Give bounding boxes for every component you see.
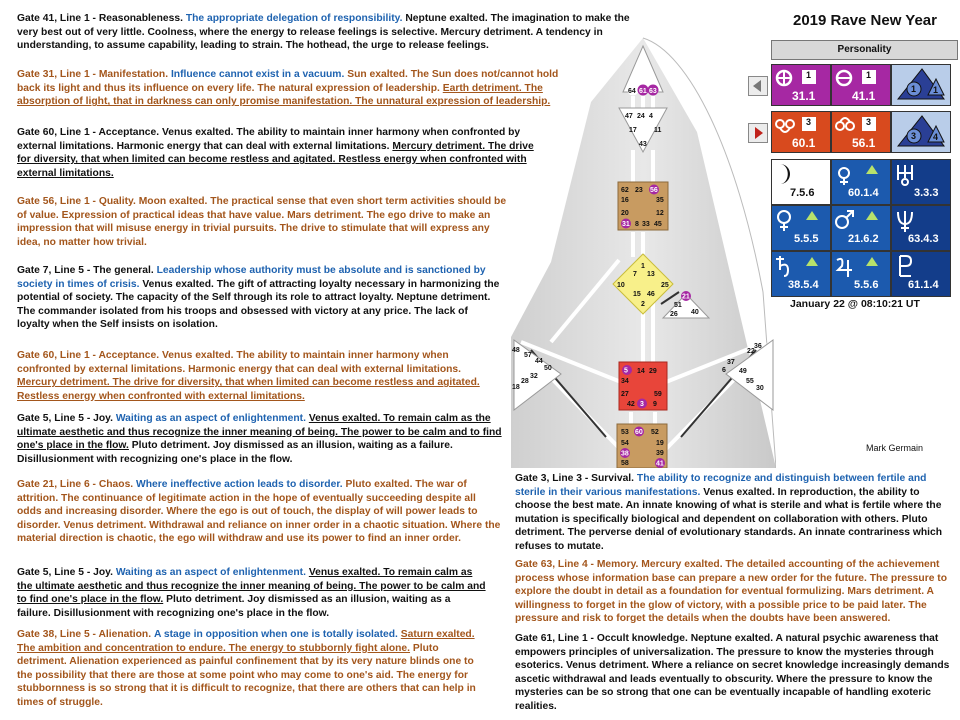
- gate-body: Venus exalted. In reproduction, the ability to choose the best mate. An innate knowing of what is sterile and what is fertile where the mutation is specifically biological and dependent on collaboration with others. Pluto detriment. The perverse denial of evolutionary standards. An innate contrariness which refuses to mutate.: [515, 486, 943, 552]
- neptune-tile: [891, 205, 951, 251]
- gate-heading: Gate 60, Line 1 - Acceptance.: [17, 127, 160, 138]
- pluto-tile: [891, 251, 951, 297]
- gate-heading: Gate 41, Line 1 - Reasonableness.: [17, 13, 183, 24]
- gate-34-label: 34: [621, 378, 629, 385]
- jupiter-tile: [831, 251, 891, 297]
- gate-body: Venus exalted. The ability to maintain inner harmony when confronted by external limitations. Harmonic energy that can deal with external limitations.: [17, 350, 462, 375]
- gate-50-label: 50: [544, 365, 552, 372]
- profile-tile-bottom: [891, 111, 951, 153]
- sun-tile: [771, 64, 831, 106]
- gate-body: Venus exalted. The gift of attracting loyalty necessary in harmonizing the potential of society. The capacity of the Self through its role to attract loyalty. Neptune detriment. The commander isolated from his troops and obsessed with victory at any price. The lack of loyalty when the Self insists on isolation.: [17, 278, 500, 331]
- gate-22-label: 22: [747, 348, 755, 355]
- neptune-gate-value: 63.4.3: [908, 233, 939, 245]
- gate-heading: Gate 31, Line 1 - Manifestation.: [17, 69, 169, 80]
- gate-64-label: 64: [628, 88, 636, 95]
- mercury-tile: [831, 159, 891, 205]
- gate-body: Mercury exalted. The detailed accounting of the achievement process whose information base can prepare a new order for the future. The pressure to explore the doubt in detail as a foundation for eventual formulizing. Mars detriment. A willingness to forget in the glow of victory, with a possible price to be paid later. The pressure and risk to forget the details when the doubts have been answered.: [515, 559, 948, 625]
- gate-3-block: [515, 472, 955, 554]
- gate-20-label: 20: [621, 210, 629, 217]
- jupiter-gate-value: 5.5.6: [854, 279, 879, 291]
- profile-number: 4: [933, 132, 939, 142]
- gate-19-label: 19: [656, 440, 664, 447]
- gate-31-block: [17, 68, 577, 109]
- gate-1-label: 1: [641, 263, 645, 270]
- north-node-gate-value: 60.1: [792, 136, 816, 150]
- saturn-gate-value: 38.5.4: [788, 279, 819, 291]
- gate-5-block-2: [17, 566, 487, 620]
- gate-body: Pluto detriment. Alienation experienced as painful confinement that by its very nature blinds one to the possibility that there are those at some point who may come to one's aid. The energy for stubbornness is so strong that it is difficult to recognize, that there are others that can help in times of struggle.: [17, 642, 476, 708]
- gate-35-label: 35: [656, 197, 664, 204]
- gate-44-label: 44: [535, 358, 543, 365]
- gate-body-exalted: Saturn exalted. The ambition and concentration to endure. The energy to stubbornly fight alone.: [17, 629, 475, 654]
- gate-38-block: [17, 628, 487, 710]
- gate-17-label: 17: [629, 127, 637, 134]
- arrow-right-icon: [749, 124, 767, 142]
- gate-body-detriment: Mercury detriment. The drive for diversity, that when limited can become restless and agitated. Restless energy when confronted with external limitations.: [17, 140, 534, 179]
- venus-tile: [771, 205, 831, 251]
- gate-heading: Gate 5, Line 5 - Joy.: [17, 567, 113, 578]
- gate-keynote: Influence cannot exist in a vacuum.: [170, 69, 345, 80]
- gate-10-label: 10: [617, 282, 625, 289]
- profile-number: 1: [933, 85, 939, 95]
- gate-5-block: [17, 412, 502, 466]
- prev-arrow-button[interactable]: [748, 76, 768, 96]
- gate-body: Moon exalted. The practical sense that even short term activities should be of value. Expression of practical ideas that have value. Mars detriment. The ego drive to make an impression that will misuse energy in trivial pursuits. The drive to stimulate that will express any idea, no matter how trivial.: [17, 196, 507, 248]
- mercury-gate-value: 60.1.4: [848, 187, 879, 199]
- line-badge: 1: [806, 70, 812, 80]
- gate-body: Neptune exalted. A natural psychic awareness that empowers principles of universalization. The pressure to know the mysteries through esoterics. Venus detriment. Where a reliance on secret knowledge increasingly demands ascetic withdrawal and leads eventually to obscurity. Where the pressure to know the mysteries can be so strong that one can be eventually incapable of handling exoteric realities.: [515, 633, 950, 712]
- gate-57-label: 57: [524, 352, 532, 359]
- profile-triangle-icon: [892, 65, 950, 105]
- gate-31-label: 31: [622, 221, 630, 228]
- gate-body: Pluto detriment. Joy dismissed as an illusion, waiting as a failure. Disillusionment with recognizing one's place in the flow.: [17, 440, 453, 465]
- mars-tile: [831, 205, 891, 251]
- gate-5-label: 5: [624, 367, 628, 375]
- gate-heading: Gate 3, Line 3 - Survival.: [515, 473, 635, 484]
- chart-title: 2019 Rave New Year: [792, 12, 937, 29]
- gate-body: Pluto detriment. Joy dismissed as an illusion, waiting as a failure. Disillusionment with recognizing one's place in the flow.: [17, 594, 451, 619]
- gate-8-label: 8: [635, 221, 639, 228]
- gate-37-label: 37: [727, 359, 735, 366]
- gate-30-label: 30: [756, 385, 764, 392]
- gate-body: Neptune exalted. The imagination to make the very best out of very little. Coolness, where the energy to release feelings is selective. Mercury detriment. A tendency in understanding, to assume capability, leading to strain. The hothead, the urge to release feelings.: [17, 13, 630, 52]
- gate-51-label: 51: [674, 302, 682, 309]
- gate-6-label: 6: [722, 367, 726, 374]
- uranus-tile: [891, 159, 951, 205]
- gate-39-label: 39: [656, 450, 664, 457]
- gate-keynote: Waiting as an aspect of enlightenment.: [115, 567, 306, 578]
- gate-29-label: 29: [649, 368, 657, 375]
- gate-heading: Gate 38, Line 5 - Alienation.: [17, 629, 152, 640]
- gate-13-label: 13: [647, 271, 655, 278]
- gate-48-label: 48: [512, 347, 520, 354]
- gate-body: Venus exalted. The ability to maintain inner harmony when confronted by external limitations. Harmonic energy that can deal with external limitations.: [17, 127, 521, 152]
- saturn-tile: [771, 251, 831, 297]
- gate-heading: Gate 7, Line 5 - The general.: [17, 265, 154, 276]
- gate-keynote: The appropriate delegation of responsibility.: [185, 13, 403, 24]
- gate-60-block: [17, 126, 542, 180]
- gate-59-label: 59: [654, 391, 662, 398]
- gate-47-label: 47: [625, 113, 633, 120]
- profile-triangle-icon: [892, 112, 950, 152]
- gate-41-label: 41: [656, 460, 664, 468]
- gate-28-label: 28: [521, 378, 529, 385]
- gate-61-block: [515, 632, 955, 714]
- gate-15-label: 15: [633, 291, 641, 298]
- gate-63-block: [515, 558, 955, 626]
- gate-heading: Gate 61, Line 1 - Occult knowledge.: [515, 633, 688, 644]
- profile-number: 1: [911, 84, 917, 94]
- arrow-left-icon: [749, 77, 767, 95]
- gate-keynote: Leadership whose authority must be absolute and is sanctioned by society in times of crisis.: [17, 265, 486, 290]
- gate-32-label: 32: [530, 373, 538, 380]
- gate-body-exalted: Venus exalted. To remain calm as the ultimate aesthetic and thus recognize the inner meaning of being. The power to be calm and to find one's place in the flow.: [17, 413, 502, 452]
- line-badge: 3: [806, 117, 812, 127]
- gate-40-label: 40: [691, 309, 699, 316]
- venus-gate-value: 5.5.5: [794, 233, 819, 245]
- earth-gate-value: 41.1: [852, 89, 876, 103]
- gate-body-detriment: Mercury detriment. The drive for diversity, that when limited can become restless and agitated. Restless energy when confronted with external limitations.: [17, 377, 480, 402]
- gate-keynote: The ability to recognize and distinguish between fertile and sterile in their various manifestations.: [515, 473, 927, 498]
- gate-7-block: [17, 264, 502, 332]
- gate-21-label: 21: [682, 293, 690, 301]
- gate-38-label: 38: [621, 450, 629, 458]
- profile-number: 3: [911, 131, 917, 141]
- gate-21-block: [17, 478, 502, 546]
- gate-60-label: 60: [635, 429, 643, 436]
- chart-date: January 22 @ 08:10:21 UT: [790, 298, 920, 310]
- moon-tile: [771, 159, 831, 205]
- gate-keynote: Waiting as an aspect of enlightenment.: [115, 413, 306, 424]
- gate-25-label: 25: [661, 282, 669, 289]
- gate-9-label: 9: [653, 401, 657, 408]
- gate-3-label: 3: [640, 401, 644, 408]
- gate-27-label: 27: [621, 391, 629, 398]
- gate-body-exalted: Venus exalted. To remain calm as the ultimate aesthetic and thus recognize the inner meaning of being. The power to be calm and to find one's place in the flow.: [17, 567, 486, 606]
- gate-heading: Gate 5, Line 5 - Joy.: [17, 413, 113, 424]
- gate-54-label: 54: [621, 440, 629, 447]
- gate-23-label: 23: [635, 187, 643, 194]
- gate-56-block: [17, 195, 512, 249]
- gate-43-label: 43: [639, 141, 647, 148]
- gate-body: Pluto exalted. The war of attrition. The continuance of legitimate action in the hope of eventually succeeding despite all odds and increasing disorder. Where the ego is out of touch, the display of will power leads to disorder. Venus detriment. Withdrawal and reliance on inner order in a chaotic situation. Where the material direction is chaotic, the ego will withdraw and use its power to find an inner order.: [17, 479, 501, 545]
- earth-tile: [831, 64, 891, 106]
- author-credit: Mark Germain: [866, 443, 924, 453]
- gate-46-label: 46: [647, 291, 655, 298]
- gate-58-label: 58: [621, 460, 629, 467]
- gate-33-label: 33: [642, 221, 650, 228]
- uranus-gate-value: 3.3.3: [914, 187, 939, 199]
- moon-gate-value: 7.5.6: [790, 187, 815, 199]
- gate-49-label: 49: [739, 368, 747, 375]
- south-node-gate-value: 56.1: [852, 136, 876, 150]
- gate-heading: Gate 60, Line 1 - Acceptance.: [17, 350, 160, 361]
- gate-56-label: 56: [650, 187, 658, 194]
- gate-heading: Gate 21, Line 6 - Chaos.: [17, 479, 134, 490]
- south-node-tile: [831, 111, 891, 153]
- line-badge: 1: [866, 70, 872, 80]
- gate-body: Sun exalted. The Sun does not/cannot hold back its light and thus its influence on every life. The natural expression of leadership.: [17, 69, 559, 94]
- gate-53-label: 53: [621, 429, 629, 436]
- gate-55-label: 55: [746, 378, 754, 385]
- gate-heading: Gate 56, Line 1 - Quality.: [17, 196, 136, 207]
- gate-42-label: 42: [627, 401, 635, 408]
- gate-45-label: 45: [654, 221, 662, 228]
- north-node-tile: [771, 111, 831, 153]
- gate-7-label: 7: [633, 271, 637, 278]
- gate-61-label: 61: [639, 88, 647, 95]
- gate-4-label: 4: [649, 113, 653, 120]
- bodygraph: [511, 32, 776, 468]
- gate-52-label: 52: [651, 429, 659, 436]
- gate-2-label: 2: [641, 301, 645, 308]
- gate-36-label: 36: [754, 343, 762, 350]
- gate-24-label: 24: [637, 113, 645, 120]
- gate-16-label: 16: [621, 197, 629, 204]
- gate-keynote: Where ineffective action leads to disorder.: [136, 479, 343, 490]
- gate-heading: Gate 63, Line 4 - Memory.: [515, 559, 639, 570]
- gate-11-label: 11: [654, 127, 662, 134]
- profile-tile-top: [891, 64, 951, 106]
- line-badge: 3: [866, 117, 872, 127]
- next-arrow-button[interactable]: [748, 123, 768, 143]
- pluto-gate-value: 61.1.4: [908, 279, 939, 291]
- mars-gate-value: 21.6.2: [848, 233, 879, 245]
- gate-18-label: 18: [512, 384, 520, 391]
- gate-60-block-2: [17, 349, 502, 403]
- gate-63-label: 63: [649, 88, 657, 95]
- gate-keynote: A stage in opposition when one is totally isolated.: [153, 629, 398, 640]
- gate-14-label: 14: [637, 368, 645, 375]
- sun-gate-value: 31.1: [792, 89, 816, 103]
- gate-62-label: 62: [621, 187, 629, 194]
- personality-header: Personality: [771, 40, 958, 60]
- gate-body-detriment: Earth detriment. The absorption of light, that in darkness can only promise manifestation. The unnatural expression of leadership.: [17, 82, 551, 108]
- gate-26-label: 26: [670, 311, 678, 318]
- gate-12-label: 12: [656, 210, 664, 217]
